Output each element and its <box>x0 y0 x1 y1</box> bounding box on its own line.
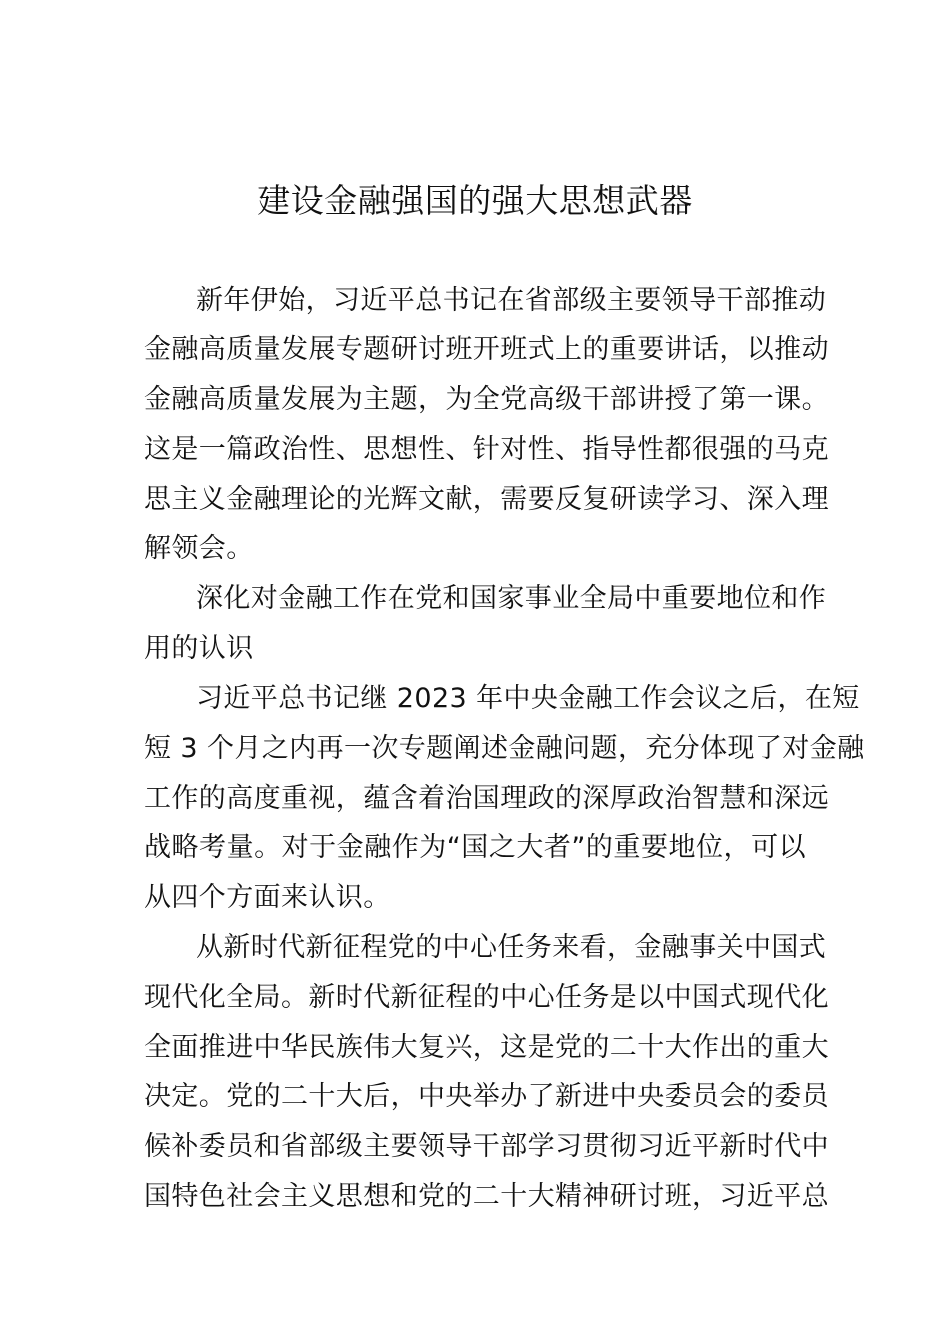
paragraph-line: 全面推进中华民族伟大复兴，这是党的二十大作出的重大 <box>144 1032 829 1063</box>
section-heading-line: 用的认识 <box>144 633 254 664</box>
paragraph-line: 现代化全局。新时代新征程的中心任务是以中国式现代化 <box>144 982 829 1013</box>
paragraph-line: 国特色社会主义思想和党的二十大精神研讨班，习近平总 <box>144 1181 829 1212</box>
paragraph-line: 决定。党的二十大后，中央举办了新进中央委员会的委员 <box>144 1081 829 1112</box>
paragraph-line: 思主义金融理论的光辉文献，需要反复研读学习、深入理 <box>144 484 829 515</box>
paragraph-line: 战略考量。对于金融作为“国之大者”的重要地位，可以 <box>144 832 806 863</box>
paragraph-line: 从新时代新征程党的中心任务来看，金融事关中国式 <box>196 932 827 963</box>
paragraph-line: 这是一篇政治性、思想性、针对性、指导性都很强的马克 <box>144 434 829 465</box>
paragraph-line: 工作的高度重视，蕴含着治国理政的深厚政治智慧和深远 <box>144 783 829 814</box>
section-heading-line: 深化对金融工作在党和国家事业全局中重要地位和作 <box>196 583 827 614</box>
paragraph-line: 解领会。 <box>144 533 254 564</box>
paragraph-line: 新年伊始，习近平总书记在省部级主要领导干部推动 <box>196 285 827 316</box>
paragraph-line: 金融高质量发展为主题，为全党高级干部讲授了第一课。 <box>144 384 829 415</box>
paragraph-line: 短 3 个月之内再一次专题阐述金融问题，充分体现了对金融 <box>144 733 865 764</box>
paragraph-line: 候补委员和省部级主要领导干部学习贯彻习近平新时代中 <box>144 1131 829 1162</box>
paragraph-line: 从四个方面来认识。 <box>144 882 391 913</box>
paragraph-line: 习近平总书记继 2023 年中央金融工作会议之后，在短 <box>196 683 860 714</box>
paragraph-line: 金融高质量发展专题研讨班开班式上的重要讲话，以推动 <box>144 334 829 365</box>
document-title: 建设金融强国的强大思想武器 <box>257 181 693 220</box>
